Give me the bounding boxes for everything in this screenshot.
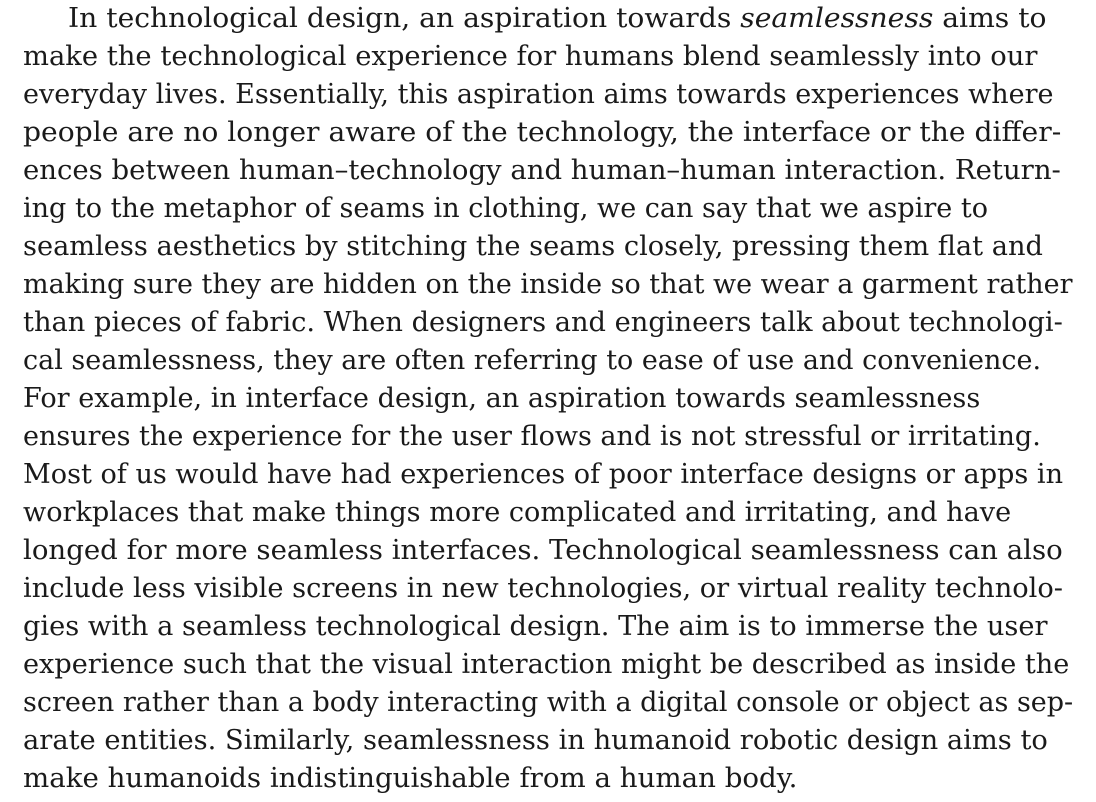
paragraph-line: everyday lives. Essentially, this aspiration aims towards experiences where [23, 79, 1054, 110]
line-text: aims to [933, 3, 1047, 34]
paragraph-line: seamless aesthetics by stitching the seams closely, pressing them flat and [23, 231, 1043, 262]
paragraph-line [68, 0, 1047, 38]
paragraph-line: Most of us would have had experiences of poor interface designs or apps in [23, 459, 1064, 490]
paragraph-line: making sure they are hidden on the inside so that we wear a garment rather [23, 269, 1073, 300]
paragraph-line: ensures the experience for the user flows and is not stressful or irritating. [23, 421, 1041, 452]
paragraph-line: screen rather than a body interacting with a digital console or object as sep- [23, 687, 1074, 718]
paragraph-line: arate entities. Similarly, seamlessness in humanoid robotic design aims to [23, 725, 1048, 756]
paragraph-line: experience such that the visual interaction might be described as inside the [23, 649, 1070, 680]
line-text: In technological design, an aspiration towards [68, 3, 741, 34]
paragraph-line: people are no longer aware of the technology, the interface or the differ- [23, 117, 1062, 148]
paragraph-line: make the technological experience for humans blend seamlessly into our [23, 41, 1038, 72]
paragraph-line: make humanoids indistinguishable from a human body. [23, 763, 798, 794]
paragraph-line: For example, in interface design, an aspiration towards seamlessness [23, 383, 981, 414]
paragraph-line: ing to the metaphor of seams in clothing, we can say that we aspire to [23, 193, 988, 224]
paragraph-line: ences between human–technology and human–human interaction. Return- [23, 155, 1061, 186]
paragraph-line: longed for more seamless interfaces. Technological seamlessness can also [23, 535, 1063, 566]
paragraph-line: cal seamlessness, they are often referring to ease of use and convenience. [23, 345, 1042, 376]
paragraph-line: gies with a seamless technological design. The aim is to immerse the user [23, 611, 1048, 642]
emphasized-term: seamlessness [740, 3, 934, 34]
paragraph-line: than pieces of fabric. When designers and engineers talk about technologi- [23, 307, 1063, 338]
paragraph-line: workplaces that make things more complicated and irritating, and have [23, 497, 1012, 528]
paragraph-line: include less visible screens in new technologies, or virtual reality technolo- [23, 573, 1063, 604]
